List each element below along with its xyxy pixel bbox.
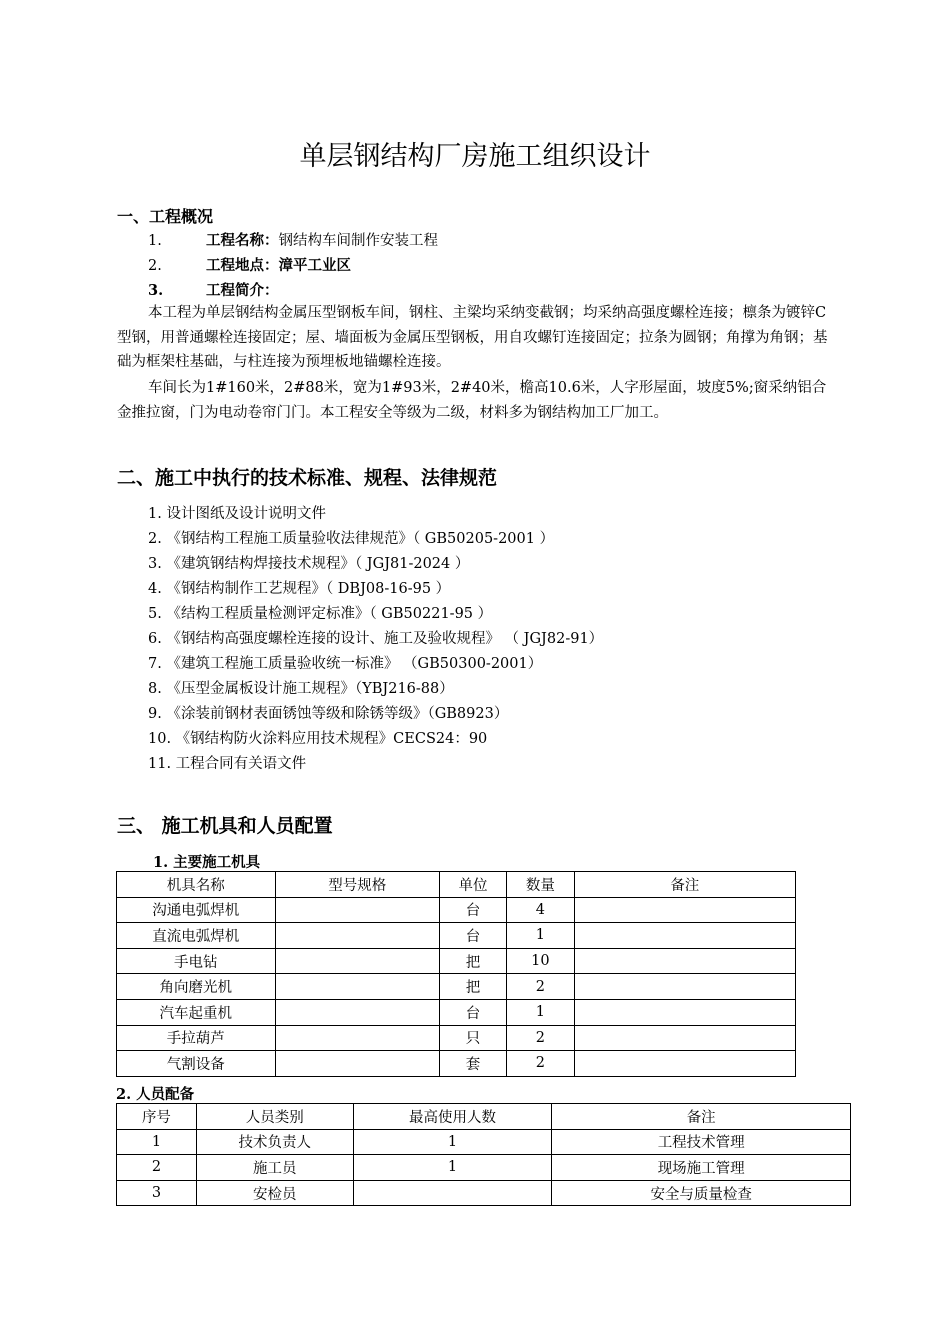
table-cell: 1: [353, 1155, 552, 1181]
table-cell: 3: [117, 1180, 197, 1206]
table-cell: [574, 999, 795, 1025]
table-cell: 2: [507, 974, 575, 1000]
table-cell: 2: [507, 1051, 575, 1077]
table-cell: [574, 1025, 795, 1051]
standard-item: 7. 《建筑工程施工质量验收统一标准》 （GB50300-2001）: [148, 656, 543, 672]
standard-item: 6. 《钢结构高强度螺栓连接的设计、施工及验收规程》 （ JGJ82-91）: [148, 631, 604, 647]
table-cell: [574, 974, 795, 1000]
table-cell: 只: [439, 1025, 506, 1051]
machines-subheading: 1. 主要施工机具: [153, 854, 261, 871]
table-cell: 2: [117, 1155, 197, 1181]
table-row: [117, 1155, 851, 1181]
standard-item: 1. 设计图纸及设计说明文件: [148, 506, 326, 522]
table-cell: 角向磨光机: [117, 974, 276, 1000]
table-cell: 把: [439, 974, 506, 1000]
table-cell: [574, 897, 795, 923]
table-row: [117, 974, 796, 1000]
table-header-cell: 机具名称: [117, 872, 276, 898]
section-3-heading: 三、 施工机具和人员配置: [117, 815, 333, 837]
table-cell: 把: [439, 948, 506, 974]
document-title: 单层钢结构厂房施工组织设计: [299, 141, 651, 172]
table-cell: [275, 1051, 439, 1077]
table-cell: 安全与质量检查: [552, 1180, 851, 1206]
standard-item: 8. 《压型金属板设计施工规程》（YBJ216-88）: [148, 681, 454, 697]
overview-item-3: 3. 工程简介：: [148, 282, 279, 299]
standard-item: 5. 《结构工程质量检测评定标准》（ GB50221-95 ）: [148, 606, 493, 622]
overview-label: 工程简介：: [206, 282, 279, 299]
table-row: [117, 923, 796, 949]
staff-table: [116, 1103, 851, 1206]
table-row: [117, 999, 796, 1025]
table-cell: 1: [117, 1129, 197, 1155]
standard-item: 10. 《钢结构防火涂料应用技术规程》CECS24：90: [148, 731, 488, 747]
table-cell: 2: [507, 1025, 575, 1051]
table-header-cell: 型号规格: [275, 872, 439, 898]
table-cell: 直流电弧焊机: [117, 923, 276, 949]
table-cell: 1: [507, 923, 575, 949]
table-header-row: [117, 872, 796, 898]
table-cell: 气割设备: [117, 1051, 276, 1077]
table-cell: 套: [439, 1051, 506, 1077]
table-header-cell: 最高使用人数: [353, 1104, 552, 1130]
standard-item: 2. 《钢结构工程施工质量验收法律规范》（ GB50205-2001 ）: [148, 531, 555, 547]
table-cell: 台: [439, 999, 506, 1025]
table-row: [117, 897, 796, 923]
table-cell: [275, 948, 439, 974]
table-header-cell: 单位: [439, 872, 506, 898]
machines-table: [116, 871, 796, 1077]
standard-item: 9. 《涂装前钢材表面锈蚀等级和除锈等级》（GB8923）: [148, 706, 509, 722]
table-row: [117, 1051, 796, 1077]
table-header-row: [117, 1104, 851, 1130]
table-cell: [353, 1180, 552, 1206]
table-header-cell: 备注: [552, 1104, 851, 1130]
table-header-cell: 序号: [117, 1104, 197, 1130]
overview-label: 工程地点：: [206, 257, 279, 274]
table-cell: 10: [507, 948, 575, 974]
overview-value: 钢结构车间制作安装工程: [278, 233, 438, 249]
table-header-cell: 备注: [574, 872, 795, 898]
table-cell: 手电钻: [117, 948, 276, 974]
section-2-heading: 二、施工中执行的技术标准、规程、法律规范: [117, 467, 498, 489]
overview-value: 漳平工业区: [278, 257, 351, 274]
table-row: [117, 948, 796, 974]
overview-paragraph-1: 本工程为单层钢结构金属压型钢板车间，钢柱、主梁均采纳变截钢；均采纳高强度螺栓连接；檩条为镀锌C型钢，用普通螺栓连接固定；屋、墙面板为金属压型钢板，用自攻螺钉连接固定；拉条为圆钢；角撑为角钢；基础为框架柱基础，与柱连接为预埋板地锚螺栓连接。: [117, 305, 828, 370]
overview-item-1: 1. 工程名称：钢结构车间制作安装工程: [148, 232, 438, 249]
table-row: [117, 1129, 851, 1155]
table-cell: 沟通电弧焊机: [117, 897, 276, 923]
table-cell: 4: [507, 897, 575, 923]
staff-subheading: 2. 人员配备: [116, 1086, 195, 1103]
standard-item: 3. 《建筑钢结构焊接技术规程》（ JGJ81-2024 ）: [148, 556, 470, 572]
table-cell: 手拉葫芦: [117, 1025, 276, 1051]
table-cell: 现场施工管理: [552, 1155, 851, 1181]
table-header-cell: 人员类别: [196, 1104, 353, 1130]
section-1-heading: 一、工程概况: [117, 207, 214, 226]
table-cell: 汽车起重机: [117, 999, 276, 1025]
table-cell: 台: [439, 923, 506, 949]
table-cell: [574, 948, 795, 974]
table-cell: 1: [507, 999, 575, 1025]
table-cell: 技术负责人: [196, 1129, 353, 1155]
table-row: [117, 1025, 796, 1051]
table-cell: [574, 923, 795, 949]
table-cell: 施工员: [196, 1155, 353, 1181]
table-cell: [574, 1051, 795, 1077]
table-cell: 安检员: [196, 1180, 353, 1206]
table-cell: [275, 1025, 439, 1051]
overview-item-2: 2. 工程地点：漳平工业区: [148, 257, 351, 274]
table-cell: 1: [353, 1129, 552, 1155]
table-cell: 工程技术管理: [552, 1129, 851, 1155]
table-cell: [275, 999, 439, 1025]
overview-label: 工程名称：: [206, 232, 279, 249]
table-header-cell: 数量: [507, 872, 575, 898]
table-cell: [275, 974, 439, 1000]
table-cell: 台: [439, 897, 506, 923]
table-cell: [275, 897, 439, 923]
table-row: [117, 1180, 851, 1206]
standard-item: 11. 工程合同有关语文件: [148, 756, 307, 772]
standard-item: 4. 《钢结构制作工艺规程》（ DBJ08-16-95 ）: [148, 581, 451, 597]
table-cell: [275, 923, 439, 949]
overview-paragraph-2: 车间长为1#160米，2#88米，宽为1#93米，2#40米，檐高10.6米，人字形屋面，坡度5%;窗采纳铝合金推拉窗，门为电动卷帘门门。本工程安全等级为二级，材料多为钢结构加工厂加工。: [117, 380, 827, 421]
